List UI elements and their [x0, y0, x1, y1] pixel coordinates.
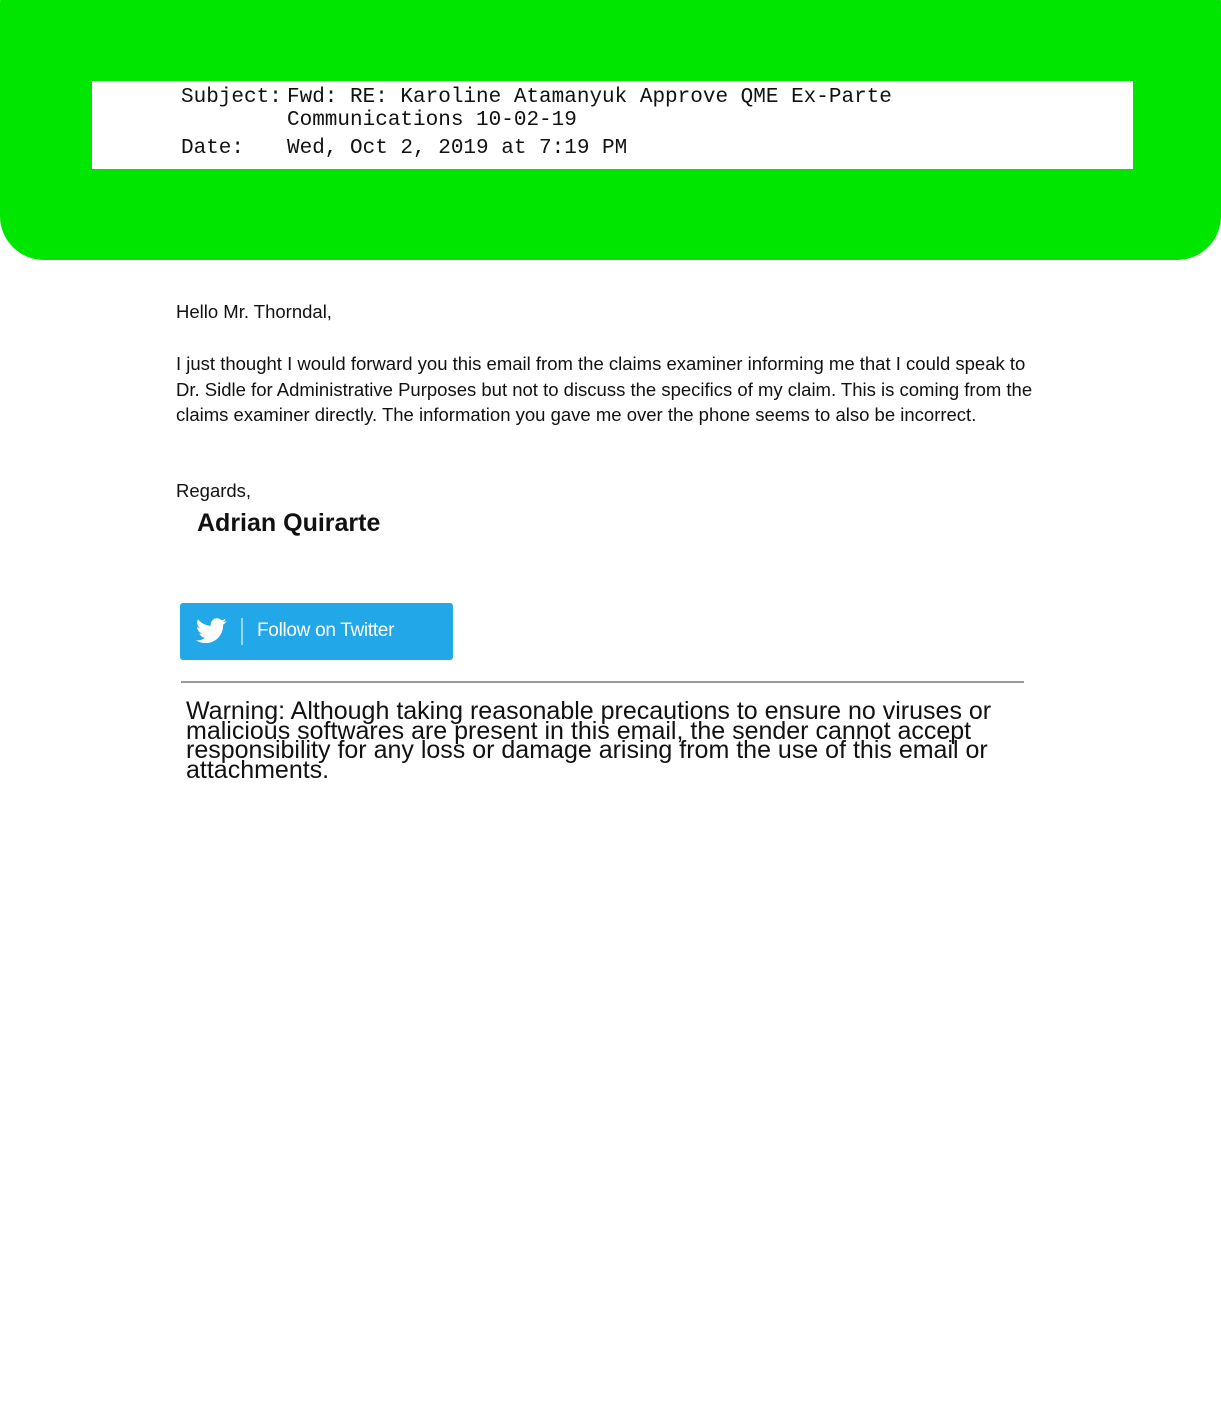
subject-value: Fwd: RE: Karoline Atamanyuk Approve QME Ex-Parte Communications 10-02-19 — [287, 86, 892, 132]
signature-name: Adrian Quirarte — [197, 509, 381, 537]
closing-text: Regards, — [176, 480, 252, 501]
subject-label: Subject: — [181, 86, 282, 109]
warning-disclaimer: Warning: Although taking reasonable precautions to ensure no viruses or malicious softwares are present in this email, the sender cannot accept responsibility for any loss or damage arising from the use of this email or attachments. — [186, 697, 992, 784]
date-label: Date: — [181, 137, 245, 160]
follow-on-twitter-label: Follow on Twitter — [257, 620, 395, 641]
email-header — [92, 81, 1133, 169]
date-value: Wed, Oct 2, 2019 at 7:19 PM — [287, 137, 628, 160]
follow-on-twitter-button[interactable] — [180, 603, 453, 660]
greeting-text: Hello Mr. Thorndal, — [176, 301, 332, 322]
button-separator — [241, 618, 243, 645]
footer-divider — [181, 681, 1024, 683]
twitter-bird-icon — [196, 617, 227, 645]
message-body: I just thought I would forward you this email from the claims examiner informing me that I could speak to Dr. Sidle for Administrative Purposes but not to discuss the specifics of my claim. This is coming from the claims examiner directly. The information you gave me over the phone seems to also be incorrect. — [176, 353, 1033, 425]
